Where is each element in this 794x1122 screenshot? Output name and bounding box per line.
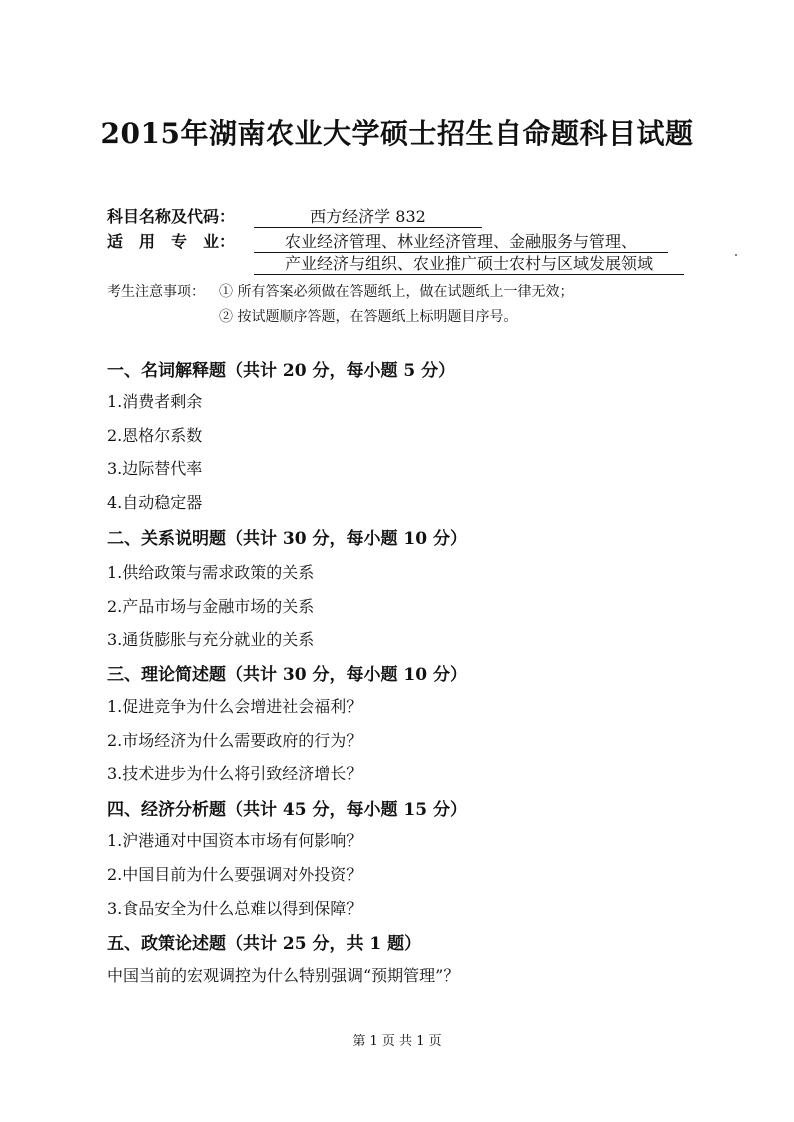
question-item: 2.中国目前为什么要强调对外投资？	[107, 865, 363, 884]
question-item: 3.技术进步为什么将引致经济增长？	[107, 764, 363, 783]
note-item: ① 所有答案必须做在答题纸上，做在试题纸上一律无效；	[219, 284, 574, 300]
subject-value: 西方经济学 832	[254, 207, 482, 228]
exam-notes	[107, 280, 573, 330]
note-item: ② 按试题顺序答题，在答题纸上标明题目序号。	[219, 309, 518, 325]
section-heading-2: 二、关系说明题（共计 30 分，每小题 10 分）	[107, 529, 467, 549]
section-heading-3: 三、理论简述题（共计 30 分，每小题 10 分）	[107, 665, 467, 685]
question-item: 中国当前的宏观调控为什么特别强调“预期管理”？	[107, 966, 460, 985]
major-label: 适 用 专 业：	[107, 232, 236, 251]
question-item: 3.边际替代率	[107, 459, 203, 478]
notes-row-1	[107, 280, 573, 305]
question-item: 3.食品安全为什么总难以得到保障？	[107, 899, 363, 918]
subject-row	[107, 204, 482, 228]
major-row-2	[254, 254, 684, 275]
notes-label: 考生注意事项：	[107, 284, 205, 300]
stray-dot-mark	[735, 254, 737, 256]
question-item: 1.促进竞争为什么会增进社会福利？	[107, 697, 363, 716]
page-title: 2015年湖南农业大学硕士招生自命题科目试题	[100, 117, 694, 150]
major-value-line2: 产业经济与组织、农业推广硕士农村与区域发展领域	[254, 254, 684, 275]
section-heading-1: 一、名词解释题（共计 20 分，每小题 5 分）	[107, 361, 456, 381]
question-item: 4.自动稳定器	[107, 493, 203, 512]
page-footer: 第 1 页 共 1 页	[352, 1034, 442, 1049]
question-item: 2.恩格尔系数	[107, 426, 203, 445]
question-item: 1.消费者剩余	[107, 392, 203, 411]
question-item: 3.通货膨胀与充分就业的关系	[107, 630, 315, 649]
question-item: 2.产品市场与金融市场的关系	[107, 597, 315, 616]
question-item: 2.市场经济为什么需要政府的行为？	[107, 731, 363, 750]
section-heading-4: 四、经济分析题（共计 45 分，每小题 15 分）	[107, 800, 467, 820]
question-item: 1.沪港通对中国资本市场有何影响？	[107, 831, 363, 850]
notes-row-2	[107, 305, 573, 330]
section-heading-5: 五、政策论述题（共计 25 分，共 1 题）	[107, 934, 422, 954]
major-value-line1: 农业经济管理、林业经济管理、金融服务与管理、	[254, 232, 668, 253]
question-item: 1.供给政策与需求政策的关系	[107, 563, 315, 582]
subject-label: 科目名称及代码：	[107, 207, 236, 226]
major-row	[107, 229, 668, 253]
